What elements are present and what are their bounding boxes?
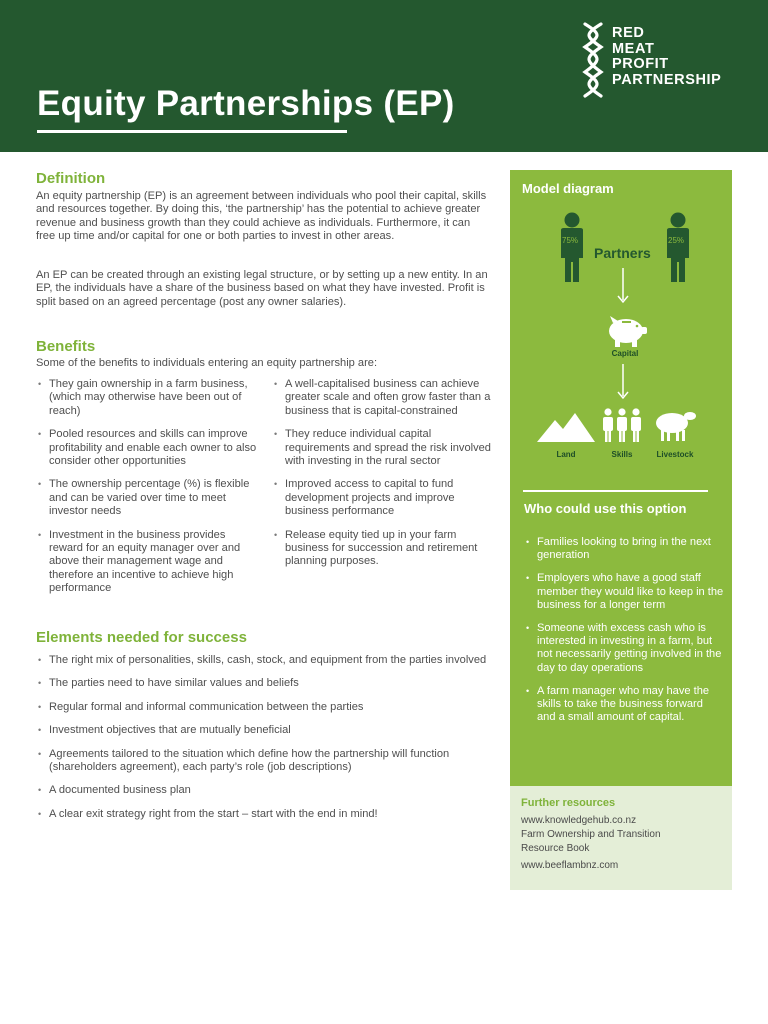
list-item: • Pooled resources and skills can improve profitability and enable each owner to also consider other opportunities — [36, 428, 260, 468]
list-item: • A documented business plan — [36, 784, 498, 797]
benefits-heading: Benefits — [36, 338, 96, 355]
benefits-intro: Some of the benefits to individuals entering an equity partnership are: — [36, 357, 378, 369]
list-item: • Regular formal and informal communication between the parties — [36, 701, 498, 714]
list-item: • Investment in the business provides reward for an equity manager over and above their management wage and therefore an incentive to achieve high performance — [36, 529, 260, 596]
partner-person-icon — [559, 212, 585, 282]
logo-line-1: RED — [612, 25, 645, 41]
sheep-livestock-icon — [653, 408, 697, 442]
list-item: • They gain ownership in a farm business, (which may otherwise have been out of reach) — [36, 378, 260, 418]
resource-book-line-1: Farm Ownership and Transition — [521, 829, 661, 840]
people-skills-icon — [601, 408, 643, 442]
list-item: • A clear exit strategy right from the start – start with the end in mind! — [36, 808, 498, 821]
list-item: • A well-capitalised business can achieve greater scale and often grow faster than a business that is capital-constrained — [272, 378, 498, 418]
definition-paragraph-1: An equity partnership (EP) is an agreement between individuals who pool their capital, skills and resources together. By doing this, ‘the partnership’ has the potential to achieve greater revenue and business growth than they could achieve as individuals. Furthermore, it can free up time and/or capital for one or both parties to invest in other areas. — [36, 190, 487, 243]
partners-label: Partners — [594, 245, 651, 261]
list-item: • A farm manager who may have the skills to take the business forward and a small amount of capital. — [524, 685, 724, 725]
arrow-down-icon — [617, 364, 629, 400]
partner-person-icon — [665, 212, 691, 282]
model-diagram-title: Model diagram — [522, 181, 614, 196]
partner-right-percent: 25% — [668, 236, 685, 245]
sidebar-panel — [510, 170, 732, 786]
elements-heading: Elements needed for success — [36, 629, 247, 646]
list-item: • Release equity tied up in your farm business for succession and retirement planning purposes. — [272, 529, 498, 569]
capital-label: Capital — [611, 349, 639, 358]
list-item: • The ownership percentage (%) is flexible and can be varied over time to meet investor needs — [36, 478, 260, 518]
beeflambnz-link[interactable]: www.beeflambnz.com — [521, 860, 619, 871]
list-item: • The parties need to have similar values and beliefs — [36, 677, 498, 690]
dna-helix-icon — [582, 22, 604, 98]
list-item: • Investment objectives that are mutually beneficial — [36, 724, 498, 737]
definition-heading: Definition — [36, 170, 106, 187]
logo-line-2: MEAT — [612, 40, 655, 57]
mountain-land-icon — [537, 412, 595, 442]
who-could-use-list — [524, 536, 724, 734]
logo-wordmark — [612, 26, 721, 88]
page-header — [0, 0, 768, 152]
list-item: • Families looking to bring in the next generation — [524, 536, 724, 562]
list-item: • Improved access to capital to fund development projects and improve business performance — [272, 478, 498, 518]
list-item: • Someone with excess cash who is interested in investing in a farm, but not necessarily getting involved in the day to day operations — [524, 622, 724, 675]
list-item: • The right mix of personalities, skills, cash, stock, and equipment from the parties involved — [36, 654, 498, 667]
skills-label: Skills — [611, 450, 633, 459]
title-underline — [37, 130, 347, 133]
arrow-down-icon — [617, 268, 629, 304]
definition-paragraph-2: An EP can be created through an existing legal structure, or by setting up a new entity. In an EP, the individuals have a share of the business based on what they have invested. Profit is split based on an agreed percentage (post any owner salaries). — [36, 269, 488, 308]
elements-list — [36, 654, 498, 821]
elements-section — [36, 629, 498, 831]
logo-line-3: PROFIT — [612, 56, 669, 73]
benefits-list-right — [272, 378, 498, 579]
sidebar-divider — [523, 490, 708, 492]
land-label: Land — [556, 450, 576, 459]
logo-line-4: PARTNERSHIP — [612, 71, 722, 88]
piggy-bank-icon — [603, 314, 649, 348]
further-resources-title: Further resources — [521, 797, 616, 809]
livestock-label: Livestock — [656, 450, 694, 459]
model-diagram — [510, 170, 732, 480]
rmpp-logo — [582, 22, 742, 98]
list-item: • They reduce individual capital requirements and spread the risk involved with investing in the rural sector — [272, 428, 498, 468]
page-title: Equity Partnerships (EP) — [37, 84, 455, 123]
resource-book-line-2: Resource Book — [521, 843, 590, 854]
list-item: • Agreements tailored to the situation which define how the partnership will function (shareholders agreement), each party’s role (job descriptions) — [36, 748, 498, 775]
further-resources-box — [510, 786, 732, 890]
benefits-list-left — [36, 378, 260, 606]
knowledgehub-link[interactable]: www.knowledgehub.co.nz — [521, 815, 637, 826]
list-item: • Employers who have a good staff member they would like to keep in the business for a longer term — [524, 572, 724, 612]
who-could-use-heading: Who could use this option — [524, 501, 687, 516]
partner-left-percent: 75% — [562, 236, 579, 245]
